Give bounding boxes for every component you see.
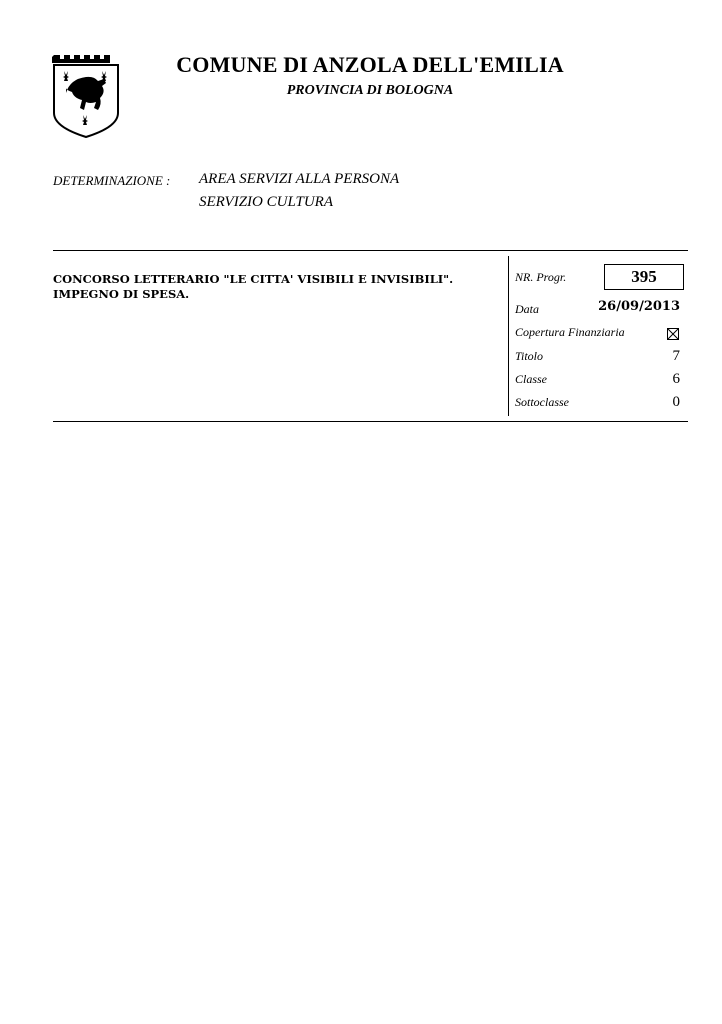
date-label: Data: [515, 302, 539, 316]
subject-line-1: CONCORSO LETTERARIO "LE CITTA' VISIBILI E INVISIBILI".: [53, 272, 454, 286]
municipal-crest-logo: [52, 53, 120, 139]
sottoclasse-value: 0: [672, 394, 680, 410]
page-subtitle: PROVINCIA DI BOLOGNA: [286, 83, 454, 98]
subject-line-2: IMPEGNO DI SPESA.: [53, 287, 190, 301]
determinazione-area: AREA SERVIZI ALLA PERSONA: [199, 171, 400, 187]
copertura-label: Copertura Finanziaria: [515, 325, 625, 339]
page-title: COMUNE DI ANZOLA DELL'EMILIA: [176, 52, 564, 77]
nr-progr-label: NR. Progr.: [515, 270, 567, 284]
vertical-divider: [508, 256, 509, 416]
nr-progr-value: 395: [604, 264, 684, 290]
copertura-checkbox: [667, 328, 679, 340]
subject-block: [53, 272, 501, 302]
date-value: 26/09/2013: [598, 299, 680, 314]
bottom-divider: [53, 421, 688, 422]
classe-value: 6: [672, 371, 680, 387]
top-divider: [53, 250, 688, 251]
titolo-label: Titolo: [515, 349, 544, 363]
determinazione-label: DETERMINAZIONE :: [53, 173, 171, 188]
titolo-value: 7: [672, 348, 680, 364]
classe-label: Classe: [515, 372, 548, 386]
determinazione-service: SERVIZIO CULTURA: [199, 194, 334, 210]
sottoclasse-label: Sottoclasse: [515, 395, 569, 409]
